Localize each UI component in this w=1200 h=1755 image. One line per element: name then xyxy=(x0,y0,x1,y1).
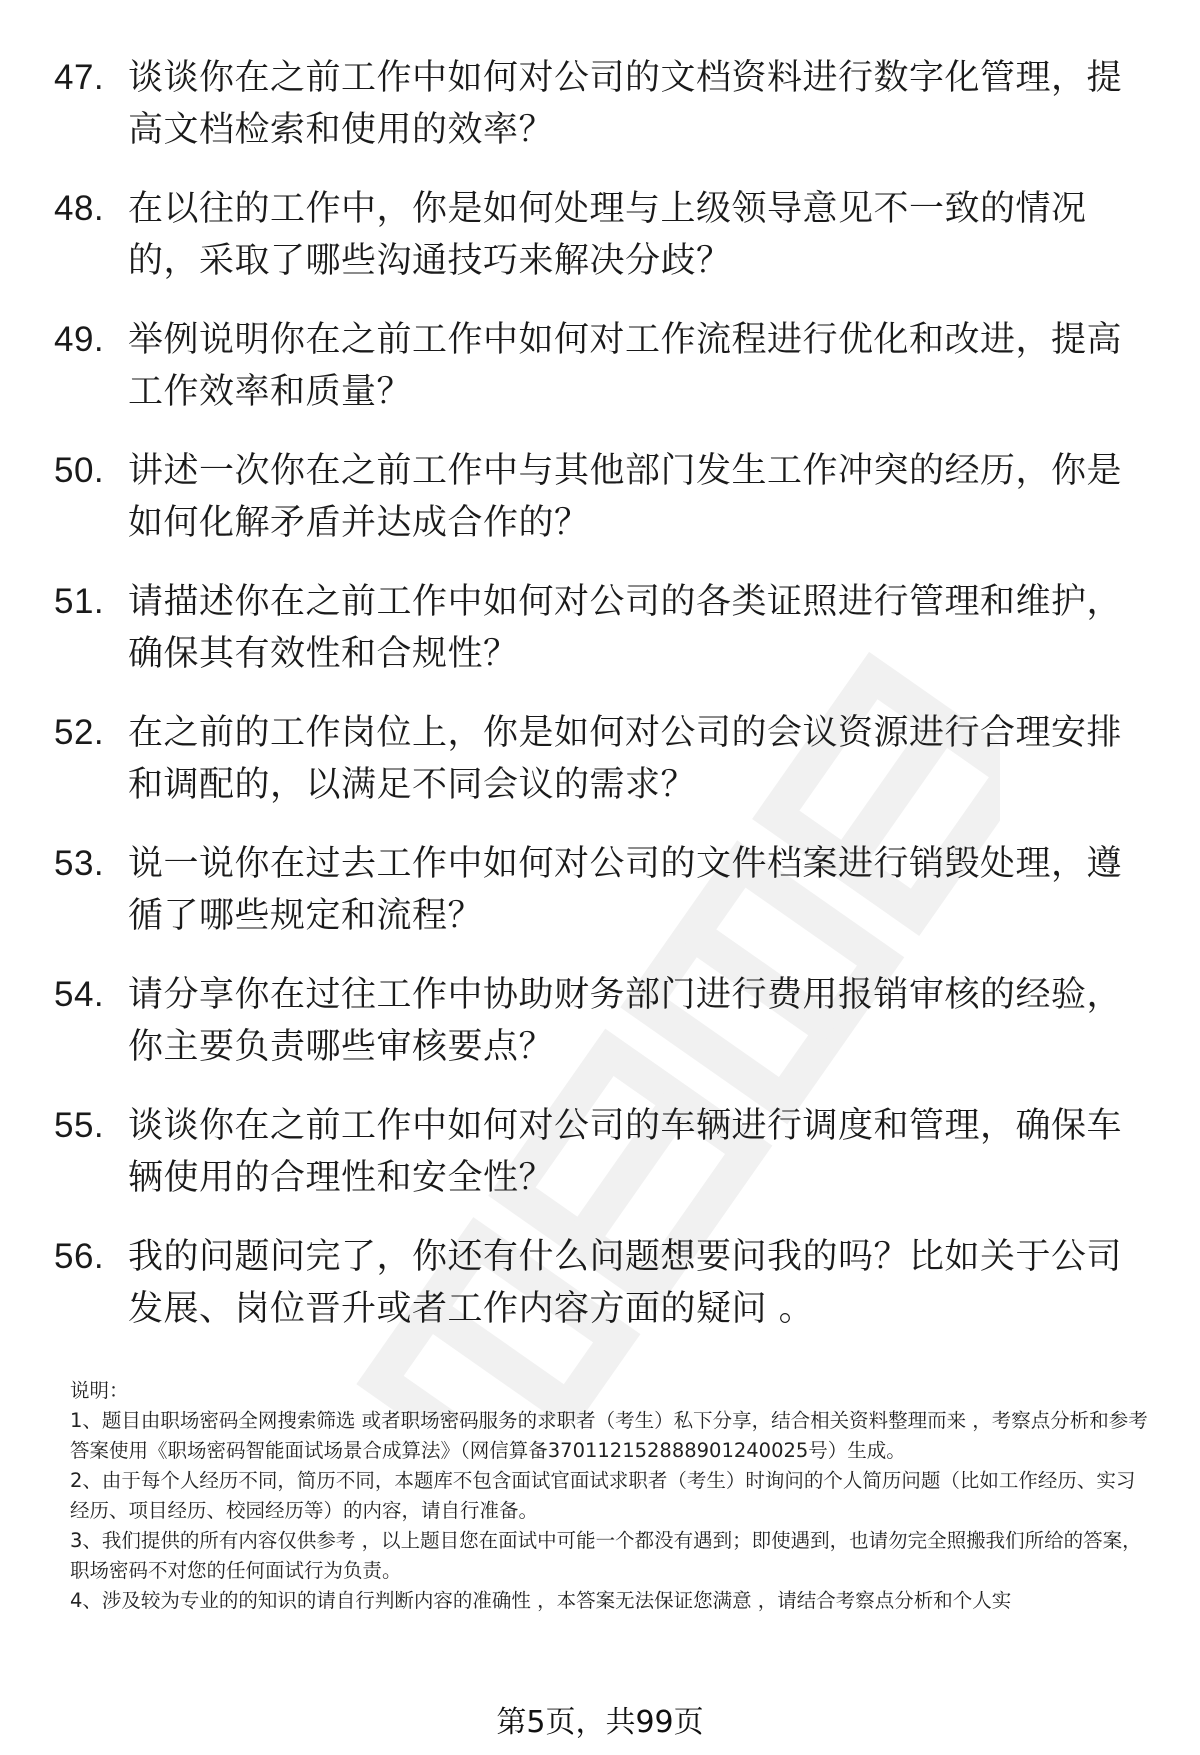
question-text: 请描述你在之前工作中如何对公司的各类证照进行管理和维护，确保其有效性和合规性？ xyxy=(128,582,1123,674)
question-text: 谈谈你在之前工作中如何对公司的车辆进行调度和管理，确保车辆使用的合理性和安全性？ xyxy=(128,1106,1123,1198)
question-item xyxy=(54,314,1154,445)
question-item xyxy=(54,52,1154,183)
question-number: 49. xyxy=(54,320,105,359)
question-number: 51. xyxy=(54,582,105,621)
notes-heading: 说明： xyxy=(70,1379,129,1402)
question-text: 请分享你在过往工作中协助财务部门进行费用报销审核的经验，你主要负责哪些审核要点？ xyxy=(128,975,1123,1067)
question-number: 48. xyxy=(54,189,105,228)
page-number: 第5页，共99页 xyxy=(496,1705,704,1740)
notes-section xyxy=(70,1376,1150,1616)
question-item xyxy=(54,1100,1154,1231)
question-item xyxy=(54,707,1154,838)
question-number: 56. xyxy=(54,1237,105,1276)
question-number: 55. xyxy=(54,1106,105,1145)
question-text: 谈谈你在之前工作中如何对公司的文档资料进行数字化管理，提高文档检索和使用的效率？ xyxy=(128,58,1123,150)
question-number: 54. xyxy=(54,975,105,1014)
question-list xyxy=(54,52,1154,1362)
question-number: 52. xyxy=(54,713,105,752)
note-item: 2、由于每个人经历不同，简历不同，本题库不包含面试官面试求职者（考生）时询问的个人简历问题（比如工作经历、实习经历、项目经历、校园经历等）的内容，请自行准备。 xyxy=(70,1469,1136,1522)
question-item xyxy=(54,183,1154,314)
question-text: 在以往的工作中，你是如何处理与上级领导意见不一致的情况的，采取了哪些沟通技巧来解决分歧？ xyxy=(128,189,1087,281)
question-number: 47. xyxy=(54,58,105,97)
question-text: 我的问题问完了，你还有什么问题想要问我的吗？比如关于公司发展、岗位晋升或者工作内容方面的疑问 。 xyxy=(128,1237,1123,1329)
question-text: 说一说你在过去工作中如何对公司的文件档案进行销毁处理，遵循了哪些规定和流程？ xyxy=(128,844,1123,936)
question-number: 50. xyxy=(54,451,105,490)
question-item xyxy=(54,1231,1154,1362)
question-item xyxy=(54,838,1154,969)
question-item xyxy=(54,445,1154,576)
note-item: 4、涉及较为专业的的知识的请自行判断内容的准确性 ，本答案无法保证您满意 ，请结合考察点分析和个人实 xyxy=(70,1589,1012,1612)
question-text: 在之前的工作岗位上，你是如何对公司的会议资源进行合理安排和调配的，以满足不同会议的需求？ xyxy=(128,713,1123,805)
question-text: 讲述一次你在之前工作中与其他部门发生工作冲突的经历，你是如何化解矛盾并达成合作的？ xyxy=(128,451,1123,543)
question-number: 53. xyxy=(54,844,105,883)
note-item: 1、题目由职场密码全网搜索筛选 或者职场密码服务的求职者（考生）私下分享，结合相关资料整理而来 ，考察点分析和参考答案使用《职场密码智能面试场景合成算法》（网信算备370112152888901240025号）生成。 xyxy=(70,1409,1148,1462)
note-item: 3、我们提供的所有内容仅供参考 ，以上题目您在面试中可能一个都没有遇到；即使遇到，也请勿完全照搬我们所给的答案，职场密码不对您的任何面试行为负责。 xyxy=(70,1529,1142,1582)
question-text: 举例说明你在之前工作中如何对工作流程进行优化和改进，提高工作效率和质量？ xyxy=(128,320,1123,412)
question-item xyxy=(54,576,1154,707)
question-item xyxy=(54,969,1154,1100)
